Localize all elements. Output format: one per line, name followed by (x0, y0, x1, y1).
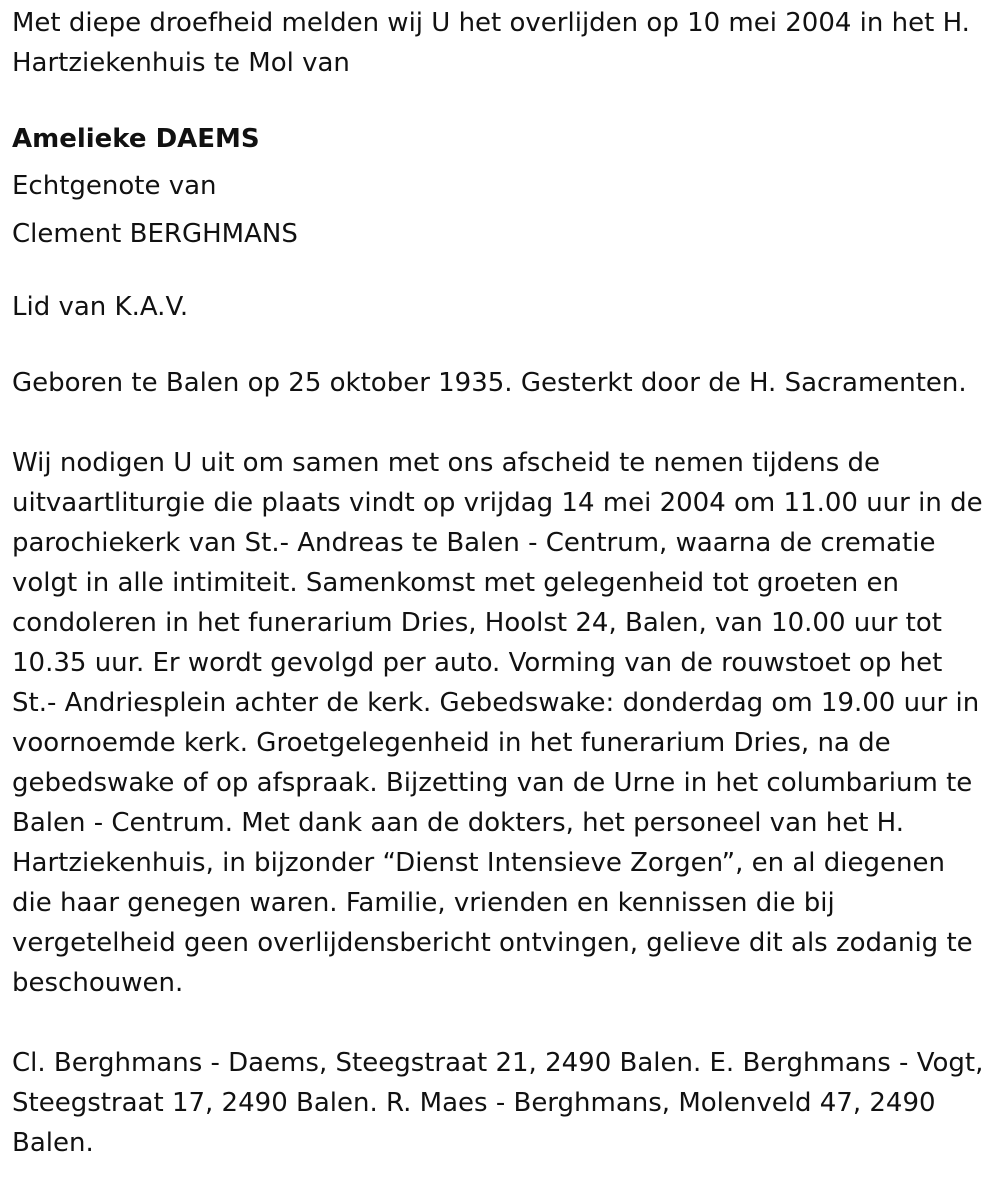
family-addresses: Cl. Berghmans - Daems, Steegstraat 21, 2490 Balen. E. Berghmans - Vogt, Steegstraat 17, 2490 Balen. R. Maes - Berghmans, Molenveld 47, 2490 Balen. (12, 1048, 984, 1158)
ceremony-text: Wij nodigen U uit om samen met ons afscheid te nemen tijdens de uitvaartliturgie die plaats vindt op vrijdag 14 mei 2004 om 11.00 uur in de parochiekerk van St.- Andreas te Balen - Centrum, waarna de crematie volgt in alle intimiteit. Samenkomst met gelegenheid tot groeten en condoleren in het funerarium Dries, Hoolst 24, Balen, van 10.00 uur tot 10.35 uur. Er wordt gevolgd per auto. Vorming van de rouwstoet op het St.- Andriesplein achter de kerk. Gebedswake: donderdag om 19.00 uur in voornoemde kerk. Groetgelegenheid in het funerarium Dries, na de gebedswake of op afspraak. Bijzetting van de Urne in het columbarium te Balen - Centrum. Met dank aan de dokters, het personeel van het H. Hartziekenhuis, in bijzonder “Dienst Intensieve Zorgen”, en al diegenen die haar genegen waren. Familie, vrienden en kennissen die bij vergetelheid geen overlijdensbericht ontvingen, gelieve dit als zodanig te beschouwen. (12, 448, 983, 998)
intro-text: Met diepe droefheid melden wij U het overlijden op 10 mei 2004 in het H. Hartziekenhuis te Mol van (12, 8, 970, 78)
relation-label: Echtgenote van (12, 171, 217, 201)
membership-text: Lid van K.A.V. (12, 292, 189, 322)
deceased-name: Amelieke DAEMS (12, 124, 260, 154)
birth-info: Geboren te Balen op 25 oktober 1935. Gesterkt door de H. Sacramenten. (12, 368, 967, 398)
spouse-name: Clement BERGHMANS (12, 219, 298, 249)
